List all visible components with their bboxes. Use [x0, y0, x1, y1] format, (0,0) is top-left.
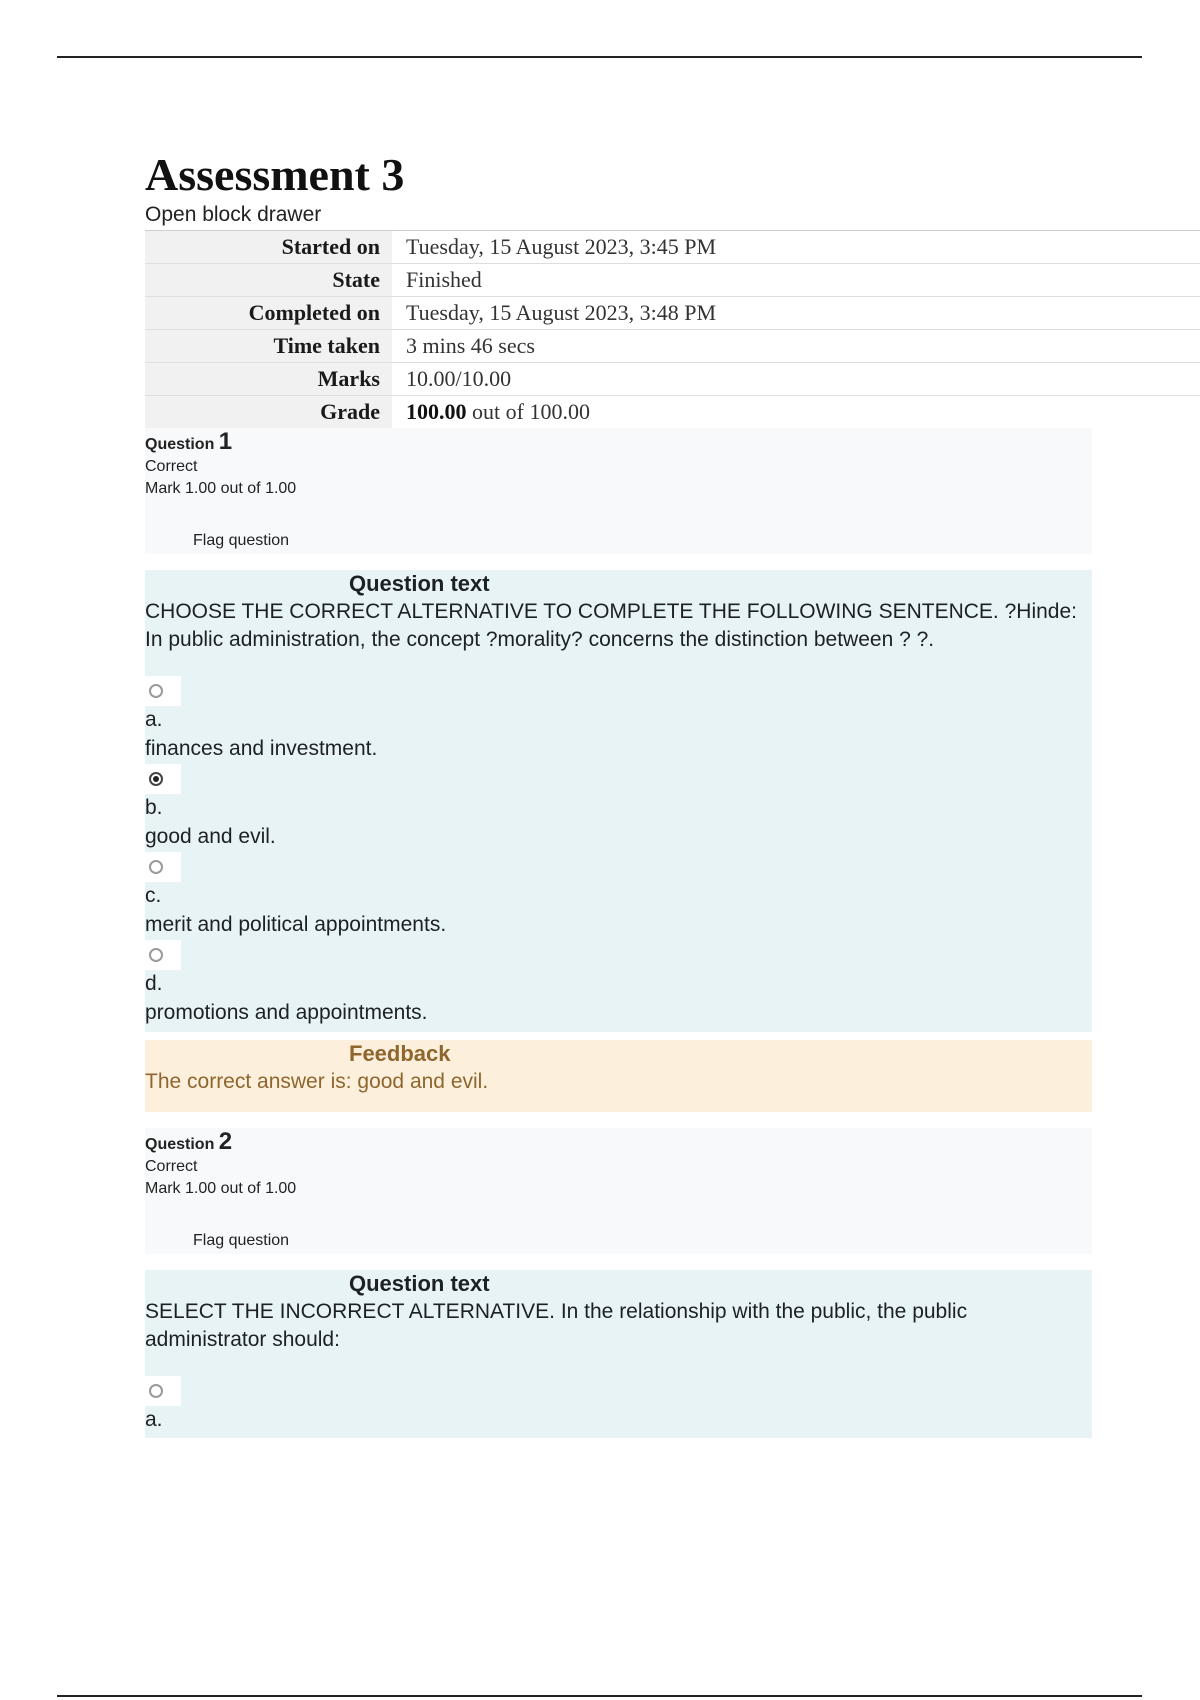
state-value: Finished	[392, 264, 1200, 297]
radio-icon	[149, 1384, 163, 1398]
question-2-formulation	[145, 1270, 1092, 1438]
summary-row-started	[145, 231, 1200, 264]
answer-options	[145, 676, 1092, 1032]
question-text-heading: Question text	[349, 1271, 490, 1296]
summary-row-time	[145, 330, 1200, 363]
question-text-heading: Question text	[349, 571, 490, 596]
main-content	[145, 148, 1200, 1438]
option-a-radio[interactable]	[145, 676, 181, 706]
question-text: SELECT THE INCORRECT ALTERNATIVE. In the relationship with the public, the public administrator should:	[145, 1300, 968, 1351]
completed-on-label: Completed on	[145, 297, 392, 330]
page-title: Assessment 3	[145, 149, 405, 200]
marks-value: 10.00/10.00	[392, 363, 1200, 396]
marks-label: Marks	[145, 363, 392, 396]
radio-icon	[149, 948, 163, 962]
state-label: State	[145, 264, 392, 297]
option-a-letter: a.	[145, 708, 163, 731]
grade-score: 100.00	[406, 399, 467, 424]
question-text: CHOOSE THE CORRECT ALTERNATIVE TO COMPLETE THE FOLLOWING SENTENCE. ?Hinde: In public administration, the concept ?morality? concerns the distinction between ? ?.	[145, 600, 1077, 651]
question-number: Question 2	[145, 1128, 233, 1155]
option-a-radio[interactable]	[145, 1376, 181, 1406]
flag-question-link[interactable]: Flag question	[193, 532, 290, 549]
option-d-letter: d.	[145, 972, 163, 995]
question-2-info	[145, 1128, 1092, 1254]
option-b-radio[interactable]	[145, 764, 181, 794]
summary-row-grade	[145, 396, 1200, 429]
question-1-info	[145, 428, 1092, 554]
radio-icon	[149, 860, 163, 874]
attempt-summary-table	[145, 230, 1200, 428]
radio-checked-icon	[149, 772, 163, 786]
option-c-letter: c.	[145, 884, 162, 907]
flag-question-link[interactable]: Flag question	[193, 1232, 290, 1249]
option-d-text: promotions and appointments.	[145, 1001, 428, 1024]
summary-row-completed	[145, 297, 1200, 330]
option-c-radio[interactable]	[145, 852, 181, 882]
started-on-label: Started on	[145, 231, 392, 264]
time-taken-label: Time taken	[145, 330, 392, 363]
time-taken-value: 3 mins 46 secs	[392, 330, 1200, 363]
question-1-formulation	[145, 570, 1092, 1032]
completed-on-value: Tuesday, 15 August 2023, 3:48 PM	[392, 297, 1200, 330]
question-grade: Mark 1.00 out of 1.00	[145, 480, 297, 497]
grade-value	[392, 396, 1200, 429]
footer-rule	[57, 1695, 1142, 1697]
feedback-text: The correct answer is: good and evil.	[145, 1070, 489, 1093]
question-grade: Mark 1.00 out of 1.00	[145, 1180, 297, 1197]
started-on-value: Tuesday, 15 August 2023, 3:45 PM	[392, 231, 1200, 264]
summary-row-marks	[145, 363, 1200, 396]
question-number: Question 1	[145, 428, 233, 455]
grade-out-of: out of 100.00	[466, 399, 590, 424]
question-state: Correct	[145, 1158, 198, 1175]
option-b-text: good and evil.	[145, 825, 276, 848]
feedback-heading: Feedback	[349, 1041, 451, 1066]
question-state: Correct	[145, 458, 198, 475]
question-1-feedback	[145, 1040, 1092, 1112]
grade-label: Grade	[145, 396, 392, 429]
option-d-radio[interactable]	[145, 940, 181, 970]
open-block-drawer-link[interactable]: Open block drawer	[145, 203, 322, 226]
option-a-letter: a.	[145, 1408, 163, 1431]
option-b-letter: b.	[145, 796, 163, 819]
summary-row-state	[145, 264, 1200, 297]
header-rule	[57, 56, 1142, 58]
radio-icon	[149, 684, 163, 698]
option-a-text: finances and investment.	[145, 737, 378, 760]
answer-options	[145, 1376, 1092, 1438]
option-c-text: merit and political appointments.	[145, 913, 447, 936]
